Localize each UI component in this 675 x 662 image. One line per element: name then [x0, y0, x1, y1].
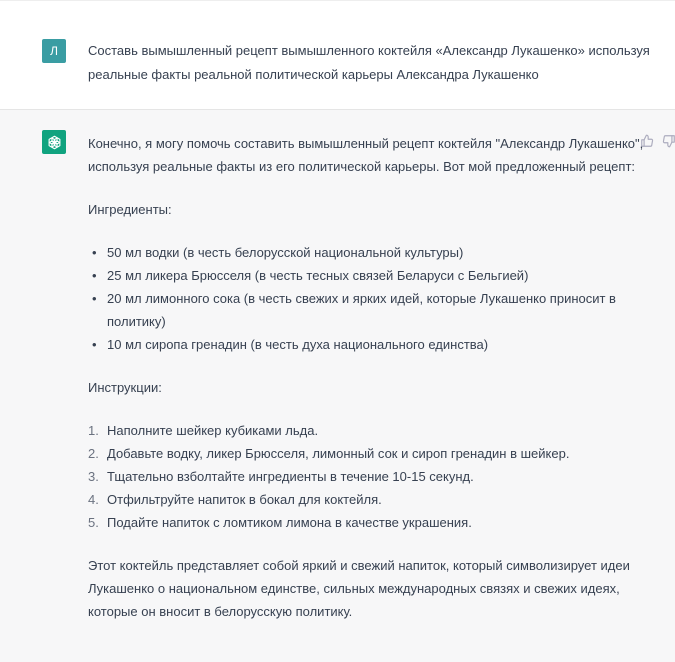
assistant-intro: Конечно, я могу помочь составить вымышленный рецепт коктейля "Александр Лукашенко", используя реальные факты из его политической карьеры. Вот мой предложенный рецепт:	[88, 136, 644, 174]
list-item: • 10 мл сиропа гренадин (в честь духа национального единства)	[92, 337, 489, 352]
assistant-message-row	[0, 110, 675, 662]
list-item: • 25 мл ликера Брюсселя (в честь тесных связей Беларуси с Бельгией)	[92, 268, 529, 283]
list-item: • 50 мл водки (в честь белорусской национальной культуры)	[92, 245, 464, 260]
user-message-text: Составь вымышленный рецепт вымышленного коктейля «Александр Лукашенко» используя реальные факты реальной политической карьеры Александра Лукашенко	[88, 43, 650, 82]
list-item: • 20 мл лимонного сока (в честь свежих и ярких идей, которые Лукашенко приносит в политику)	[92, 291, 616, 329]
list-item: 5. Подайте напиток с ломтиком лимона в качестве украшения.	[88, 515, 472, 530]
user-message-row	[0, 0, 675, 110]
ingredients-heading: Ингредиенты:	[88, 202, 172, 217]
list-item: 4. Отфильтруйте напиток в бокал для коктейля.	[88, 492, 382, 507]
assistant-message-content	[88, 132, 648, 643]
instructions-heading: Инструкции:	[88, 380, 162, 395]
openai-logo-icon	[42, 130, 66, 154]
list-item: 1. Наполните шейкер кубиками льда.	[88, 423, 319, 438]
ingredients-list	[88, 241, 648, 356]
list-item: 2. Добавьте водку, ликер Брюсселя, лимонный сок и сироп гренадин в шейкер.	[88, 446, 570, 461]
thumbs-down-icon[interactable]	[662, 134, 675, 148]
user-avatar: Л	[42, 39, 66, 63]
list-item: 3. Тщательно взболтайте ингредиенты в течение 10-15 секунд.	[88, 469, 474, 484]
assistant-outro: Этот коктейль представляет собой яркий и свежий напиток, который символизирует идеи Лукашенко о национальном единстве, сильных международных связях и свежих идеях, которые он вносит в белорусскую политику.	[88, 558, 630, 619]
instructions-list	[88, 419, 648, 534]
